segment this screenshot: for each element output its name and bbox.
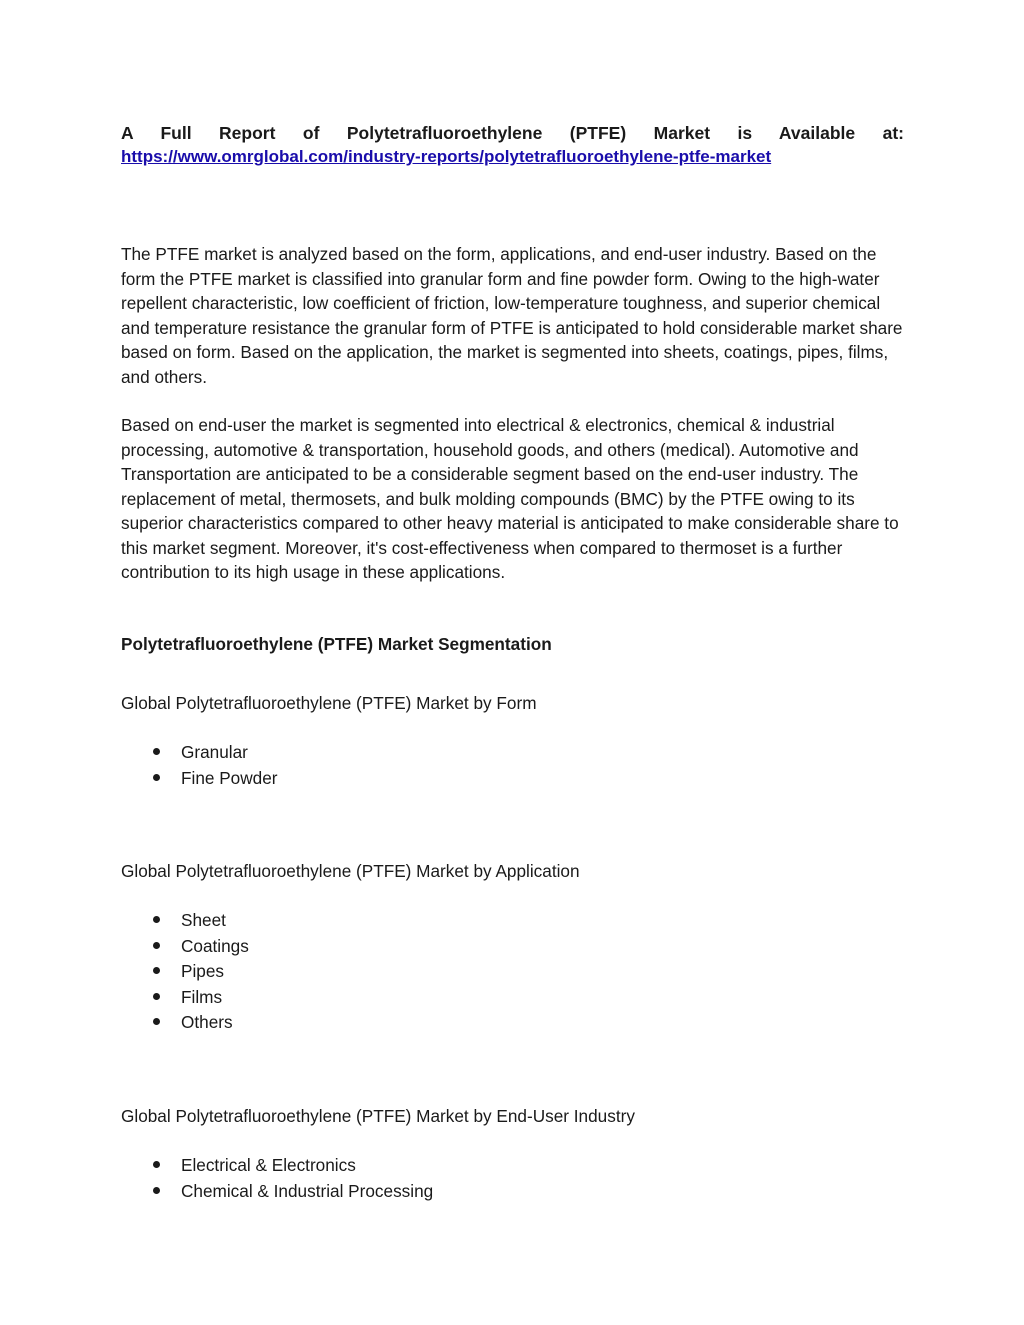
list-item: Pipes xyxy=(121,959,249,985)
report-url-link[interactable]: https://www.omrglobal.com/industry-reports/polytetrafluoroethylene-ptfe-market xyxy=(121,147,772,166)
by-end-user-heading: Global Polytetrafluoroethylene (PTFE) Market by End-User Industry xyxy=(121,1106,635,1126)
bullet-icon xyxy=(153,993,160,1000)
bullet-icon xyxy=(153,1187,160,1194)
end-user-paragraph: Based on end-user the market is segmented into electrical & electronics, chemical & industrial processing, automotive & transportation, household goods, and others (medical). Automotive and Transportation are anticipated to be a considerable segment based on the end-user industry. The replacement of metal, thermosets, and bulk molding compounds (BMC) by the PTFE owing to its superior characteristics compared to other heavy material is anticipated to make considerable share to this market segment. Moreover, it's cost-effectiveness when compared to thermoset is a further contribution to its high usage in these applications. xyxy=(121,415,899,582)
bullet-icon xyxy=(153,748,160,755)
list-item: Others xyxy=(121,1010,249,1036)
by-form-list xyxy=(121,740,278,791)
bullet-icon xyxy=(153,774,160,781)
market-analysis-paragraph: The PTFE market is analyzed based on the form, applications, and end-user industry. Based on the form the PTFE market is classified into granular form and fine powder form. Owing to the high-water repellent characteristic, low coefficient of friction, low-temperature toughness, and superior chemical and temperature resistance the granular form of PTFE is anticipated to hold considerable market share based on form. Based on the application, the market is segmented into sheets, coatings, pipes, films, and others. xyxy=(121,244,903,387)
bullet-icon xyxy=(153,916,160,923)
by-application-list xyxy=(121,908,249,1036)
list-item: Sheet xyxy=(121,908,249,934)
report-availability-heading: A Full Report of Polytetrafluoroethylene (PTFE) Market is Available at: xyxy=(121,123,904,143)
bullet-icon xyxy=(153,1161,160,1168)
bullet-icon xyxy=(153,942,160,949)
by-application-heading: Global Polytetrafluoroethylene (PTFE) Market by Application xyxy=(121,861,580,881)
list-item: Films xyxy=(121,985,249,1011)
list-item: Electrical & Electronics xyxy=(121,1153,433,1179)
list-item: Chemical & Industrial Processing xyxy=(121,1179,433,1205)
bullet-icon xyxy=(153,1018,160,1025)
by-end-user-list xyxy=(121,1153,433,1204)
bullet-icon xyxy=(153,967,160,974)
list-item: Coatings xyxy=(121,934,249,960)
list-item: Granular xyxy=(121,740,278,766)
list-item: Fine Powder xyxy=(121,766,278,792)
by-form-heading: Global Polytetrafluoroethylene (PTFE) Market by Form xyxy=(121,693,537,713)
segmentation-heading: Polytetrafluoroethylene (PTFE) Market Segmentation xyxy=(121,634,552,654)
